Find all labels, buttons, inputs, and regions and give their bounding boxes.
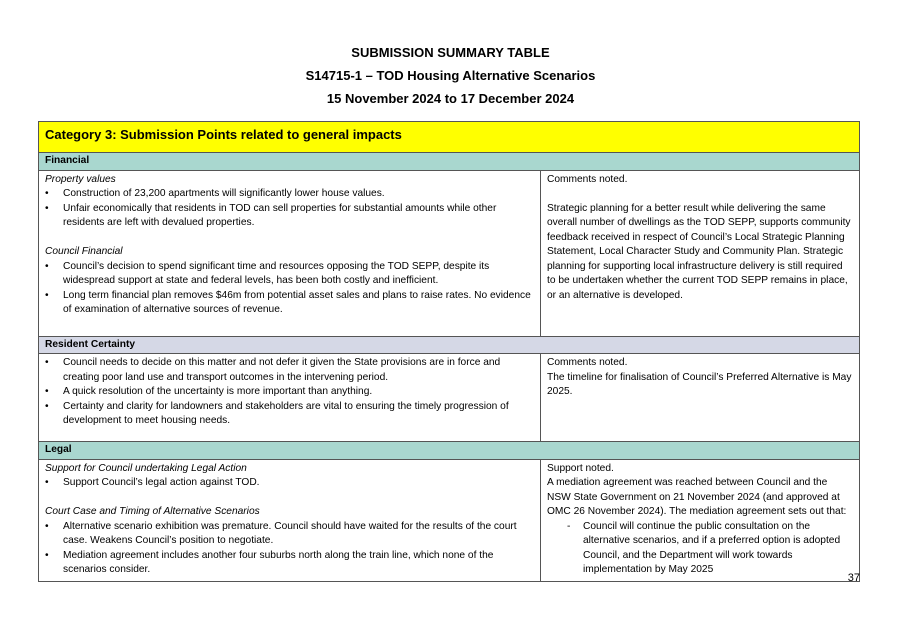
subheading-court-case: Court Case and Timing of Alternative Scenarios: [45, 506, 260, 517]
list-item: • Certainty and clarity for landowners and stakeholders are vital to ensuring the timely progression of development to meet housing needs.: [45, 400, 534, 429]
subheading-council-financial: Council Financial: [45, 246, 123, 257]
subheading-legal-action: Support for Council undertaking Legal Action: [45, 462, 247, 474]
response-cell-legal: [541, 459, 860, 581]
submission-table: [38, 121, 860, 582]
response-text: Comments noted.: [547, 357, 628, 368]
list-item: • Construction of 23,200 apartments will significantly lower house values.: [45, 187, 534, 202]
response-text: A mediation agreement was reached between Council and the NSW State Government on 21 November 2024 (and approved at OMC 26 November 2024). The mediation agreement sets out that:: [547, 477, 847, 517]
list-item: • Alternative scenario exhibition was premature. Council should have waited for the results of the court case. Weakens Council’s position to negotiate.: [45, 520, 534, 549]
document-title: SUBMISSION SUMMARY TABLE: [351, 45, 550, 60]
list-item: • Support Council’s legal action against TOD.: [45, 476, 534, 491]
bullet-list: [45, 476, 534, 491]
section-body-financial: [39, 170, 860, 336]
response-text: The timeline for finalisation of Council’s Preferred Alternative is May 2025.: [547, 371, 852, 397]
bullet-list: [45, 520, 534, 578]
section-heading-resident-certainty: Resident Certainty: [39, 336, 860, 354]
section-row-legal: [39, 442, 860, 460]
list-item: • Unfair economically that residents in TOD can sell properties for substantial amounts while other residents are left with devalued properties.: [45, 202, 534, 231]
document-subtitle: S14715-1 – TOD Housing Alternative Scenarios: [305, 68, 596, 83]
section-row-financial: [39, 153, 860, 171]
list-item: • Long term financial plan removes $46m from potential asset sales and plans to raise rates. No evidence of examination of alternative sources of revenue.: [45, 289, 534, 318]
submission-cell-financial: [39, 170, 541, 336]
dash-list: [547, 520, 853, 578]
list-item: • Mediation agreement includes another four suburbs north along the train line, which none of the scenarios consider.: [45, 549, 534, 578]
category-row: [39, 122, 860, 153]
document-dates: 15 November 2024 to 17 December 2024: [326, 91, 575, 106]
list-item: - Council will continue the public consultation on the alternative scenarios, and if a preferred option is adopted Council, and the Department will work towards implementation by May 2025: [547, 520, 853, 578]
bullet-list: [45, 187, 534, 231]
category-heading: Category 3: Submission Points related to general impacts: [39, 122, 860, 153]
section-heading-financial: Financial: [39, 153, 860, 171]
section-body-legal: [39, 459, 860, 581]
section-row-resident-certainty: [39, 336, 860, 354]
section-body-resident-certainty: [39, 354, 860, 442]
response-cell-resident-certainty: [541, 354, 860, 442]
section-heading-legal: Legal: [39, 442, 860, 460]
response-cell-financial: [541, 170, 860, 336]
subheading-property-values: Property values: [45, 173, 116, 185]
bullet-list: [45, 356, 534, 429]
list-item: • Council needs to decide on this matter and not defer it given the State provisions are in force and creating poor land use and transport outcomes in the intervening period.: [45, 356, 534, 385]
list-item: • A quick resolution of the uncertainty is more important than anything.: [45, 385, 534, 400]
response-text: Comments noted.: [547, 173, 628, 185]
submission-cell-legal: [39, 459, 541, 581]
bullet-list: [45, 260, 534, 318]
list-item: • Council’s decision to spend significant time and resources opposing the TOD SEPP, despite its widespread support at state and federal levels, has been both costly and inefficient.: [45, 260, 534, 289]
response-text: Support noted.: [547, 462, 614, 474]
page-number: 37: [847, 572, 860, 584]
response-text: Strategic planning for a better result while delivering the same overall number of dwellings as the TOD SEPP, supports community feedback received in respect of Council’s Local Strategic Planning Statement, Local Character Study and Community Plan. Strategic planning for supporting local infrastructure delivery is still required to be undertaken whether the current TOD SEPP remains in place, or an alternative is developed.: [547, 202, 851, 301]
submission-cell-resident-certainty: [39, 354, 541, 442]
